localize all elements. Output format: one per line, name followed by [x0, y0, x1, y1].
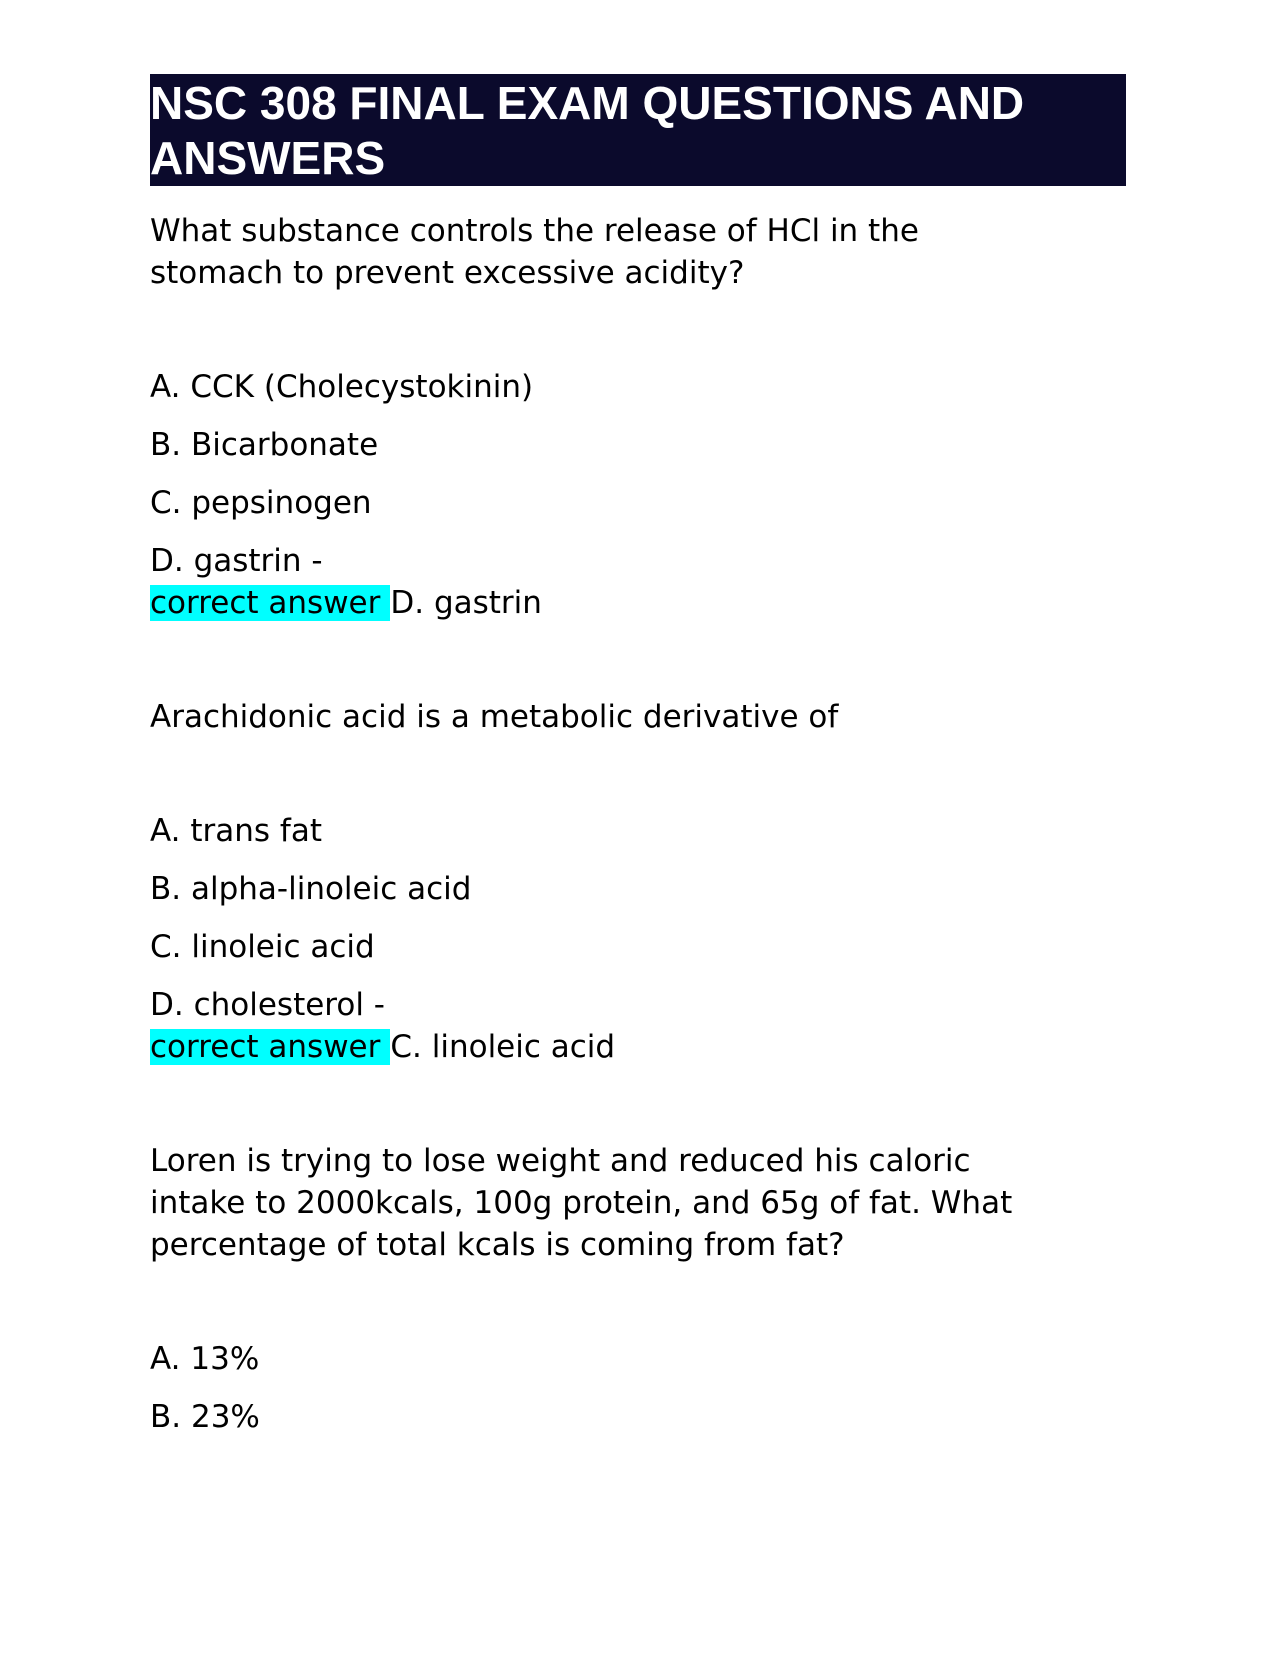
question-text-line: What substance controls the release of HCl in the — [150, 213, 919, 249]
question-text-line: percentage of total kcals is coming from fat? — [150, 1227, 845, 1263]
option-c: C. linoleic acid — [150, 929, 375, 965]
options-list — [150, 810, 1126, 1068]
option-c: C. pepsinogen — [150, 485, 372, 521]
document-title — [150, 74, 1126, 186]
question-3 — [150, 1140, 1126, 1438]
document-page — [150, 74, 1126, 1454]
correct-answer-value: C. linoleic acid — [390, 1029, 616, 1065]
correct-answer-value: D. gastrin — [390, 585, 542, 621]
correct-answer-line — [150, 1026, 1126, 1068]
option-d: D. gastrin - — [150, 543, 323, 579]
title-line-1: NSC 308 FINAL EXAM QUESTIONS AND — [150, 77, 1025, 129]
option-b: B. Bicarbonate — [150, 427, 379, 463]
correct-answer-line — [150, 582, 1126, 624]
question-text-line: intake to 2000kcals, 100g protein, and 65g of fat. What — [150, 1185, 1013, 1221]
option-a: A. CCK (Cholecystokinin) — [150, 369, 534, 405]
question-1 — [150, 210, 1126, 624]
question-text — [150, 1140, 1126, 1266]
options-list — [150, 366, 1126, 624]
title-line-2: ANSWERS — [150, 132, 386, 184]
question-2 — [150, 696, 1126, 1068]
correct-answer-highlight: correct answer — [150, 1029, 390, 1065]
question-text — [150, 696, 1126, 738]
question-text-line: stomach to prevent excessive acidity? — [150, 255, 745, 291]
option-b: B. 23% — [150, 1399, 260, 1435]
options-list — [150, 1338, 1126, 1438]
option-b: B. alpha-linoleic acid — [150, 871, 472, 907]
question-text-line: Loren is trying to lose weight and reduced his caloric — [150, 1143, 971, 1179]
option-a: A. 13% — [150, 1341, 260, 1377]
question-text-line: Arachidonic acid is a metabolic derivative of — [150, 699, 839, 735]
question-text — [150, 210, 1126, 294]
option-a: A. trans fat — [150, 813, 322, 849]
option-d: D. cholesterol - — [150, 987, 385, 1023]
correct-answer-highlight: correct answer — [150, 585, 390, 621]
